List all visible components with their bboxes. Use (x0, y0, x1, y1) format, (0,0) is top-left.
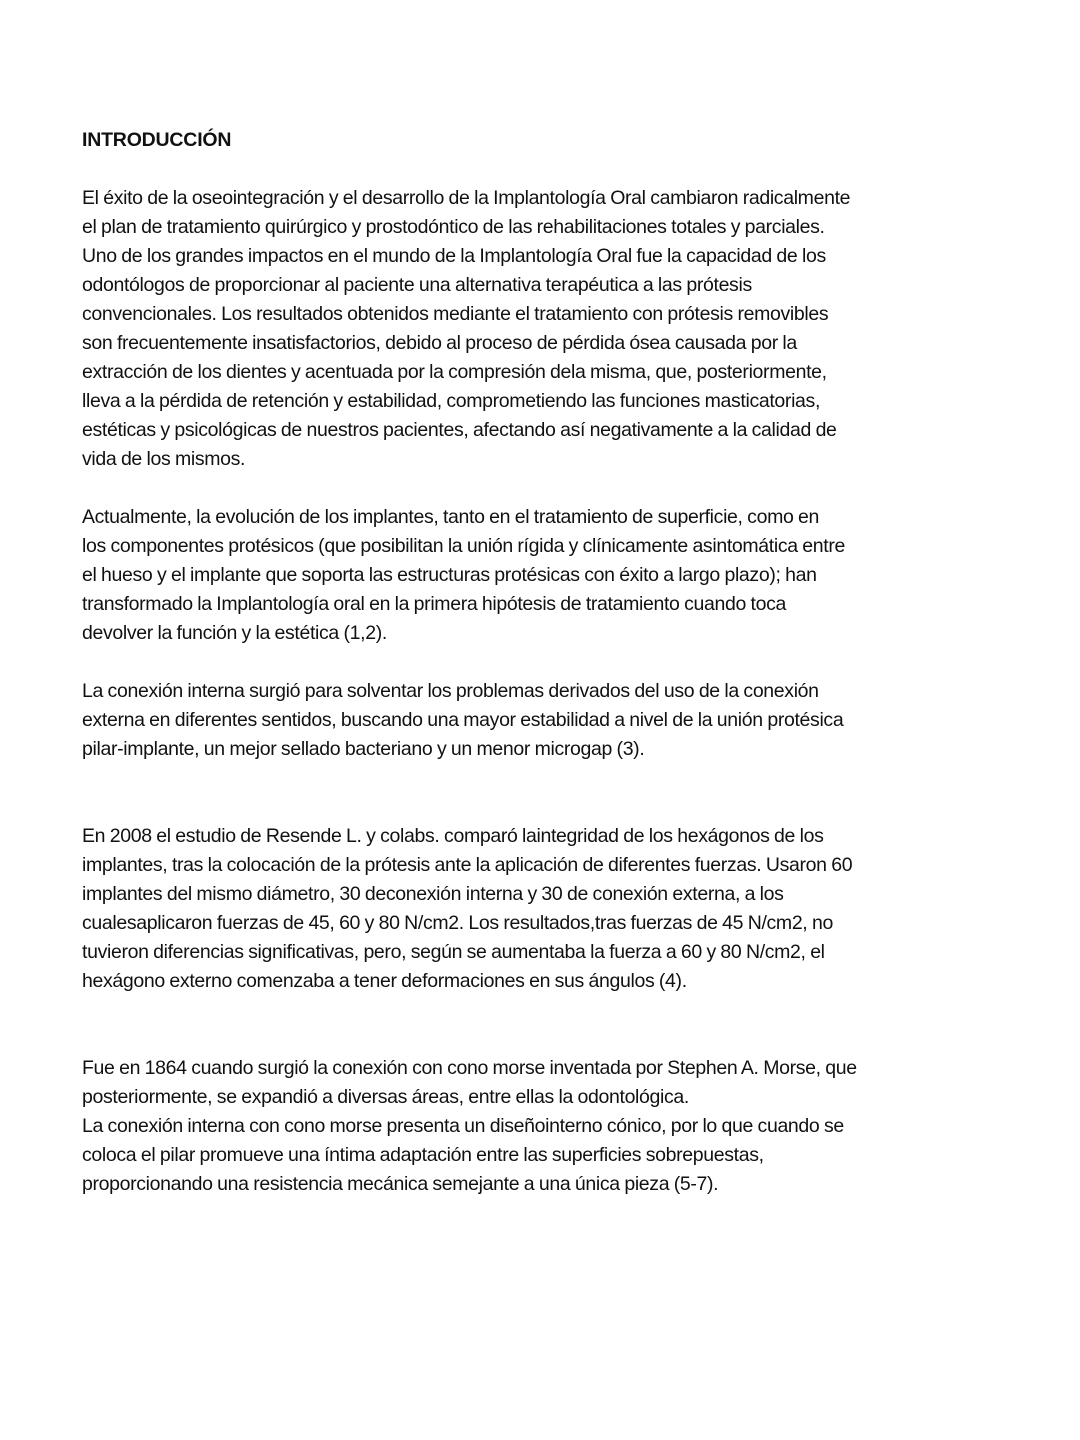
text-line: El éxito de la oseointegración y el desarrollo de la Implantología Oral cambiaron radicalmente (82, 187, 851, 209)
text-line: extracción de los dientes y acentuada por la compresión dela misma, que, posteriormente, (82, 361, 827, 383)
paragraph-internal-connection (82, 677, 1012, 764)
text-line: En 2008 el estudio de Resende L. y colabs. comparó laintegridad de los hexágonos de los (82, 825, 824, 847)
text-line: implantes, tras la colocación de la prótesis ante la aplicación de diferentes fuerzas. Usaron 60 (82, 854, 853, 876)
text-line: hexágono externo comenzaba a tener deformaciones en sus ángulos (4). (82, 970, 687, 992)
text-line: los componentes protésicos (que posibilitan la unión rígida y clínicamente asintomática entre (82, 535, 845, 557)
paragraph-spacer (82, 996, 1012, 1054)
text-line: son frecuentemente insatisfactorios, debido al proceso de pérdida ósea causada por la (82, 332, 797, 354)
text-line: tuvieron diferencias significativas, pero, según se aumentaba la fuerza a 60 y 80 N/cm2, el (82, 941, 825, 963)
text-line: convencionales. Los resultados obtenidos mediante el tratamiento con prótesis removibles (82, 303, 829, 325)
text-line: pilar-implante, un mejor sellado bacteriano y un menor microgap (3). (82, 738, 645, 760)
text-line: externa en diferentes sentidos, buscando una mayor estabilidad a nivel de la unión protésica (82, 709, 844, 731)
paragraph-spacer (82, 648, 1012, 677)
text-line: devolver la función y la estética (1,2). (82, 622, 387, 644)
text-line: Actualmente, la evolución de los implantes, tanto en el tratamiento de superficie, como en (82, 506, 820, 528)
document-page (82, 126, 1012, 1199)
text-line: La conexión interna con cono morse presenta un diseñointerno cónico, por lo que cuando se (82, 1115, 844, 1137)
text-line: proporcionando una resistencia mecánica semejante a una única pieza (5-7). (82, 1173, 719, 1195)
section-heading: INTRODUCCIÓN (82, 129, 232, 151)
text-line: estéticas y psicológicas de nuestros pacientes, afectando así negativamente a la calidad de (82, 419, 837, 441)
text-line: cualesaplicaron fuerzas de 45, 60 y 80 N/cm2. Los resultados,tras fuerzas de 45 N/cm2, no (82, 912, 833, 934)
text-line: lleva a la pérdida de retención y estabilidad, comprometiendo las funciones masticatorias, (82, 390, 821, 412)
text-line: coloca el pilar promueve una íntima adaptación entre las superficies sobrepuestas, (82, 1144, 764, 1166)
text-line: Fue en 1864 cuando surgió la conexión con cono morse inventada por Stephen A. Morse, que (82, 1057, 857, 1079)
paragraph-spacer (82, 474, 1012, 503)
paragraph-morse-taper (82, 1054, 1012, 1199)
text-line: Uno de los grandes impactos en el mundo de la Implantología Oral fue la capacidad de los (82, 245, 826, 267)
text-line: odontólogos de proporcionar al paciente una alternativa terapéutica a las prótesis (82, 274, 752, 296)
paragraph-spacer (82, 764, 1012, 822)
text-line: La conexión interna surgió para solventar los problemas derivados del uso de la conexión (82, 680, 819, 702)
paragraph-implant-evolution (82, 503, 1012, 648)
text-line: implantes del mismo diámetro, 30 deconexión interna y 30 de conexión externa, a los (82, 883, 784, 905)
text-line: transformado la Implantología oral en la primera hipótesis de tratamiento cuando toca (82, 593, 786, 615)
paragraph-osseointegration (82, 184, 1012, 474)
text-line: el plan de tratamiento quirúrgico y prostodóntico de las rehabilitaciones totales y parciales. (82, 216, 825, 238)
paragraph-resende-study (82, 822, 1012, 996)
text-line: el hueso y el implante que soporta las estructuras protésicas con éxito a largo plazo); han (82, 564, 817, 586)
text-line: posteriormente, se expandió a diversas áreas, entre ellas la odontológica. (82, 1086, 689, 1108)
text-line: vida de los mismos. (82, 448, 246, 470)
